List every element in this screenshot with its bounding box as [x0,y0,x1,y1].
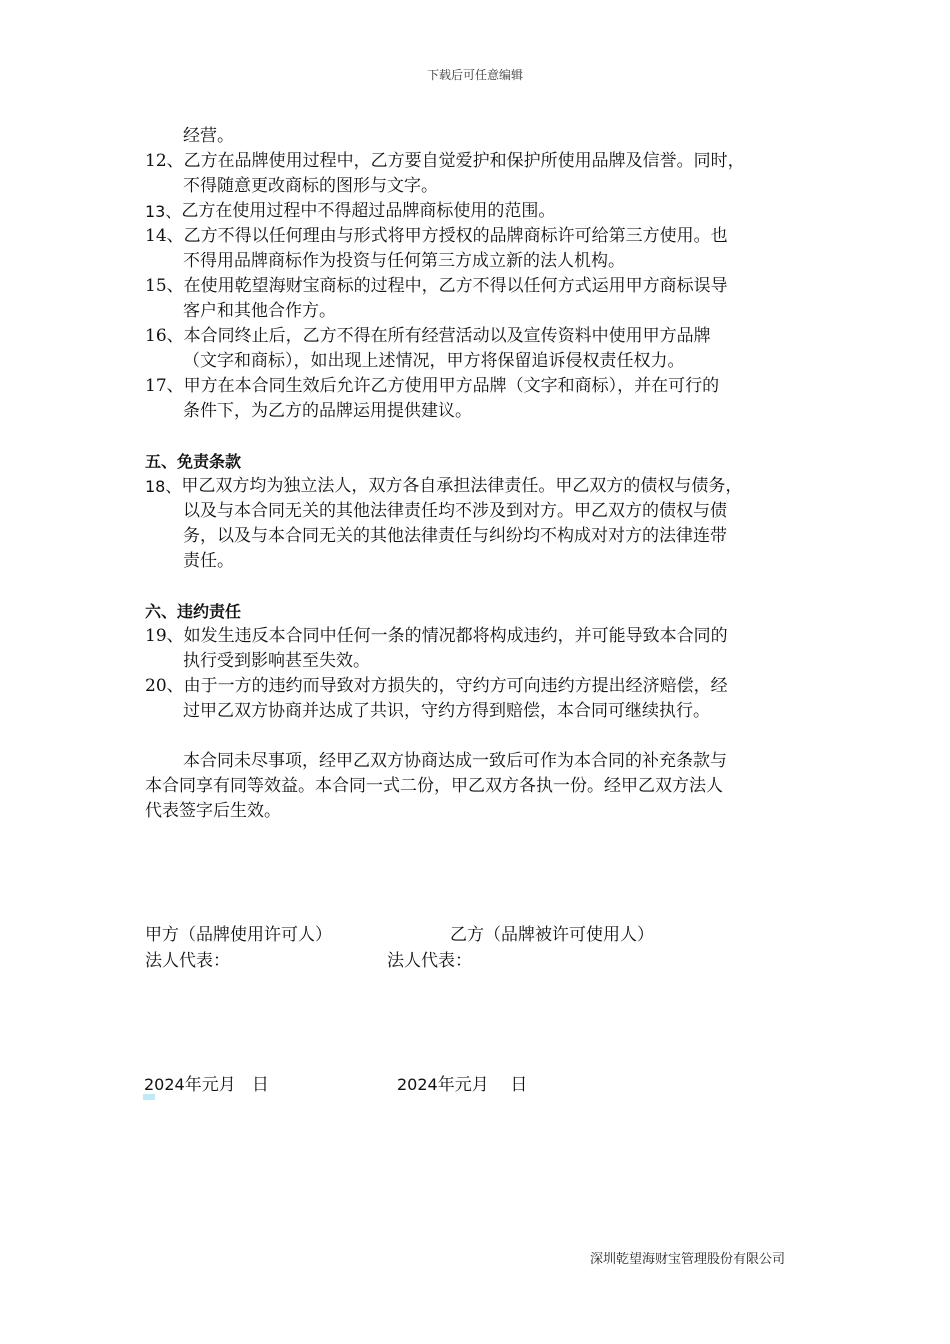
clause-text: 乙方在品牌使用过程中，乙方要自觉爱护和保护所使用品牌及信誉。同时， [183,151,745,171]
date-text: 年元月 日 [184,1075,269,1095]
clause-text: 由于一方的违约而导致对方损失的，守约方可向违约方提出经济赔偿，经 [183,676,728,696]
clause-number: 20、 [145,676,184,696]
clause-18-line-3: 务，以及与本合同无关的其他法律责任与纠纷均不构成对对方的法律连带 [183,526,727,546]
clause-13 [145,199,825,224]
clause-14 [145,224,825,249]
section-6-heading: 六、违约责任 [145,602,242,621]
section-5-heading: 五、免责条款 [145,452,242,471]
clause-text: 乙方在使用过程中不得超过品牌商标使用的范围。 [181,201,556,221]
clause-19 [145,624,825,649]
clause-text: 本合同终止后，乙方不得在所有经营活动以及宣传资料中使用甲方品牌 [183,326,711,346]
closing-line-3: 代表签字后生效。 [145,801,281,821]
clause-number: 19、 [145,626,184,646]
party-a-representative: 法人代表： [145,951,230,971]
clause-text: 乙方不得以任何理由与形式将甲方授权的品牌商标许可给第三方使用。也 [183,226,728,246]
party-b-representative: 法人代表： [387,951,472,971]
clause-18-line-2: 以及与本合同无关的其他法律责任均不涉及到对方。甲乙双方的债权与债 [183,501,727,521]
closing-line-2: 本合同享有同等效益。本合同一式二份，甲乙双方各执一份。经甲乙双方法人 [145,776,723,796]
clause-number: 17、 [145,376,184,396]
clause-16-line-2: （文字和商标），如出现上述情况，甲方将保留追诉侵权责任权力。 [183,351,685,371]
clause-15-line-2: 客户和其他合作方。 [183,301,336,321]
party-a-label: 甲方（品牌使用许可人） [145,925,332,945]
text-selection-marker [143,1094,155,1100]
clause-17-line-2: 条件下，为乙方的品牌运用提供建议。 [183,401,472,421]
party-b-label: 乙方（品牌被许可使用人） [450,925,654,945]
clause-number: 15、 [145,276,184,296]
page-footer-company: 深圳乾望海财宝管理股份有限公司 [590,1252,786,1267]
clause-text: 在使用乾望海财宝商标的过程中，乙方不得以任何方式运用甲方商标误导 [183,276,728,296]
clause-number: 16、 [145,326,184,346]
clause-12 [145,149,825,174]
clause-15 [145,274,825,299]
party-b-date [397,1070,527,1095]
clause-20 [145,674,825,699]
clause-14-line-2: 不得用品牌商标作为投资与任何第三方成立新的法人机构。 [183,251,625,271]
clause-number: 18、 [145,477,182,496]
clause-16 [145,324,825,349]
clause-20-line-2: 过甲乙双方协商并达成了共识，守约方得到赔偿，本合同可继续执行。 [183,701,710,721]
clause-text: 甲方在本合同生效后允许乙方使用甲方品牌（文字和商标），并在可行的 [183,376,720,396]
contract-body [145,124,825,824]
date-year: 2024 [397,1075,438,1094]
closing-line-1: 本合同未尽事项，经甲乙双方协商达成一致后可作为本合同的补充条款与 [183,751,727,771]
clause-text: 甲乙双方均为独立法人，双方各自承担法律责任。甲乙双方的债权与债务， [181,476,743,496]
clause-18 [145,474,825,499]
clause-number: 13、 [145,202,182,221]
clause-text: 如发生违反本合同中任何一条的情况都将构成违约，并可能导致本合同的 [183,626,728,646]
clause-number: 14、 [145,226,184,246]
party-a-date [144,1070,269,1095]
clause-number: 12、 [145,151,184,171]
clause-12-line-2: 不得随意更改商标的图形与文字。 [183,176,438,196]
page-header: 下载后可任意编辑 [426,68,523,82]
clause-11-tail: 经营。 [183,126,234,146]
clause-18-line-4: 责任。 [183,551,234,571]
clause-19-line-2: 执行受到影响甚至失效。 [183,651,370,671]
clause-17 [145,374,825,399]
date-text: 年元月 日 [437,1075,528,1095]
date-year: 2024 [144,1075,185,1094]
